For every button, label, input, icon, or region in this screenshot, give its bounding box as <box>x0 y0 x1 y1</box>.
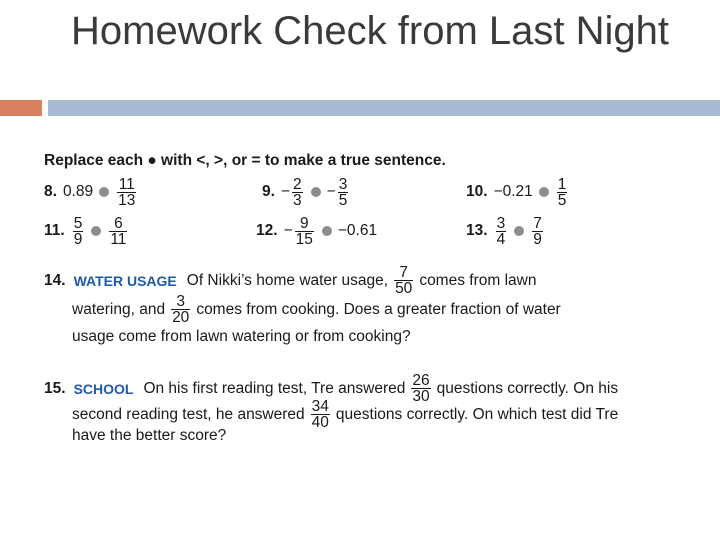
denominator: 15 <box>295 230 313 248</box>
numerator: 7 <box>394 265 413 281</box>
problem-text: questions correctly. On his <box>436 379 619 397</box>
slide-title: Homework Check from Last Night <box>71 9 669 53</box>
problem-text: questions correctly. On which test did Tre <box>335 405 619 423</box>
right-fraction <box>532 216 543 247</box>
right-fraction <box>338 177 349 208</box>
problem-14-line-2 <box>72 294 561 325</box>
problem-number: 12. <box>256 222 278 239</box>
numerator: 6 <box>109 216 127 232</box>
minus-sign: − <box>283 222 293 239</box>
instructions: Replace each ● with <, >, or = to make a true sentence. <box>44 152 446 169</box>
denominator: 50 <box>395 280 413 297</box>
denominator: 9 <box>73 230 83 248</box>
problem-text: usage come from lawn watering or from cooking? <box>72 328 411 345</box>
placeholder-dot-icon <box>311 187 321 197</box>
problem-13 <box>466 213 545 249</box>
placeholder-dot-icon <box>514 226 524 236</box>
numerator: 3 <box>496 214 506 232</box>
minus-sign: − <box>280 183 290 200</box>
problem-number: 9. <box>262 183 275 200</box>
numerator: 26 <box>412 372 430 389</box>
denominator: 13 <box>118 191 136 209</box>
numerator: 9 <box>295 216 314 232</box>
denominator: 3 <box>293 191 302 209</box>
numerator: 1 <box>557 175 567 193</box>
minus-sign: − <box>326 183 336 200</box>
right-fraction <box>109 216 127 247</box>
numerator: 11 <box>118 175 135 193</box>
problem-text: comes from lawn <box>419 271 537 289</box>
denominator: 9 <box>533 230 542 248</box>
problem-number: 14. <box>44 271 66 289</box>
left-value: −0.21 <box>493 183 533 200</box>
denominator: 40 <box>311 414 329 431</box>
placeholder-dot-icon <box>99 187 109 197</box>
problem-number: 15. <box>44 379 66 397</box>
denominator: 30 <box>412 388 430 405</box>
denominator: 5 <box>338 191 348 209</box>
problem-label: SCHOOL <box>73 380 134 397</box>
problem-text: comes from cooking. Does a greater fraction of water <box>196 300 561 318</box>
denominator: 5 <box>557 191 567 209</box>
left-fraction <box>73 216 84 247</box>
right-fraction <box>557 177 568 208</box>
numerator: 2 <box>293 175 302 193</box>
numerator: 3 <box>338 175 348 193</box>
problem-10 <box>466 174 569 210</box>
problem-15-line-3 <box>72 427 226 445</box>
fraction <box>171 294 190 325</box>
fraction <box>311 399 330 430</box>
problem-14-line-1 <box>44 265 536 296</box>
problem-number: 8. <box>44 183 57 200</box>
numerator: 5 <box>73 214 83 232</box>
denominator: 4 <box>496 230 506 248</box>
numerator: 3 <box>171 294 190 310</box>
problem-text: On his first reading test, Tre answered <box>143 379 406 397</box>
left-fraction <box>292 177 303 208</box>
problem-15-line-2 <box>72 399 618 430</box>
problem-text: watering, and <box>72 300 166 318</box>
denominator: 11 <box>110 230 127 248</box>
problem-11 <box>44 213 129 249</box>
problem-9 <box>262 174 350 210</box>
problem-8 <box>44 174 138 210</box>
numerator: 34 <box>311 398 329 415</box>
right-value: −0.61 <box>337 222 378 239</box>
right-fraction <box>117 177 136 208</box>
problem-number: 13. <box>466 222 488 239</box>
problem-label: WATER USAGE <box>73 272 177 289</box>
fraction <box>394 265 413 296</box>
numerator: 7 <box>533 214 542 232</box>
left-fraction <box>496 216 507 247</box>
placeholder-dot-icon <box>322 226 332 236</box>
problem-number: 10. <box>466 183 488 200</box>
denominator: 20 <box>172 309 190 326</box>
problem-text: second reading test, he answered <box>72 405 305 423</box>
problem-text: have the better score? <box>72 427 227 444</box>
problem-12 <box>256 213 377 249</box>
placeholder-dot-icon <box>91 226 101 236</box>
placeholder-dot-icon <box>539 187 549 197</box>
problem-14-line-3 <box>72 328 411 346</box>
left-value: 0.89 <box>62 183 94 200</box>
problem-number: 11. <box>44 222 65 239</box>
left-fraction <box>295 216 314 247</box>
problem-text: Of Nikki’s home water usage, <box>186 271 389 289</box>
